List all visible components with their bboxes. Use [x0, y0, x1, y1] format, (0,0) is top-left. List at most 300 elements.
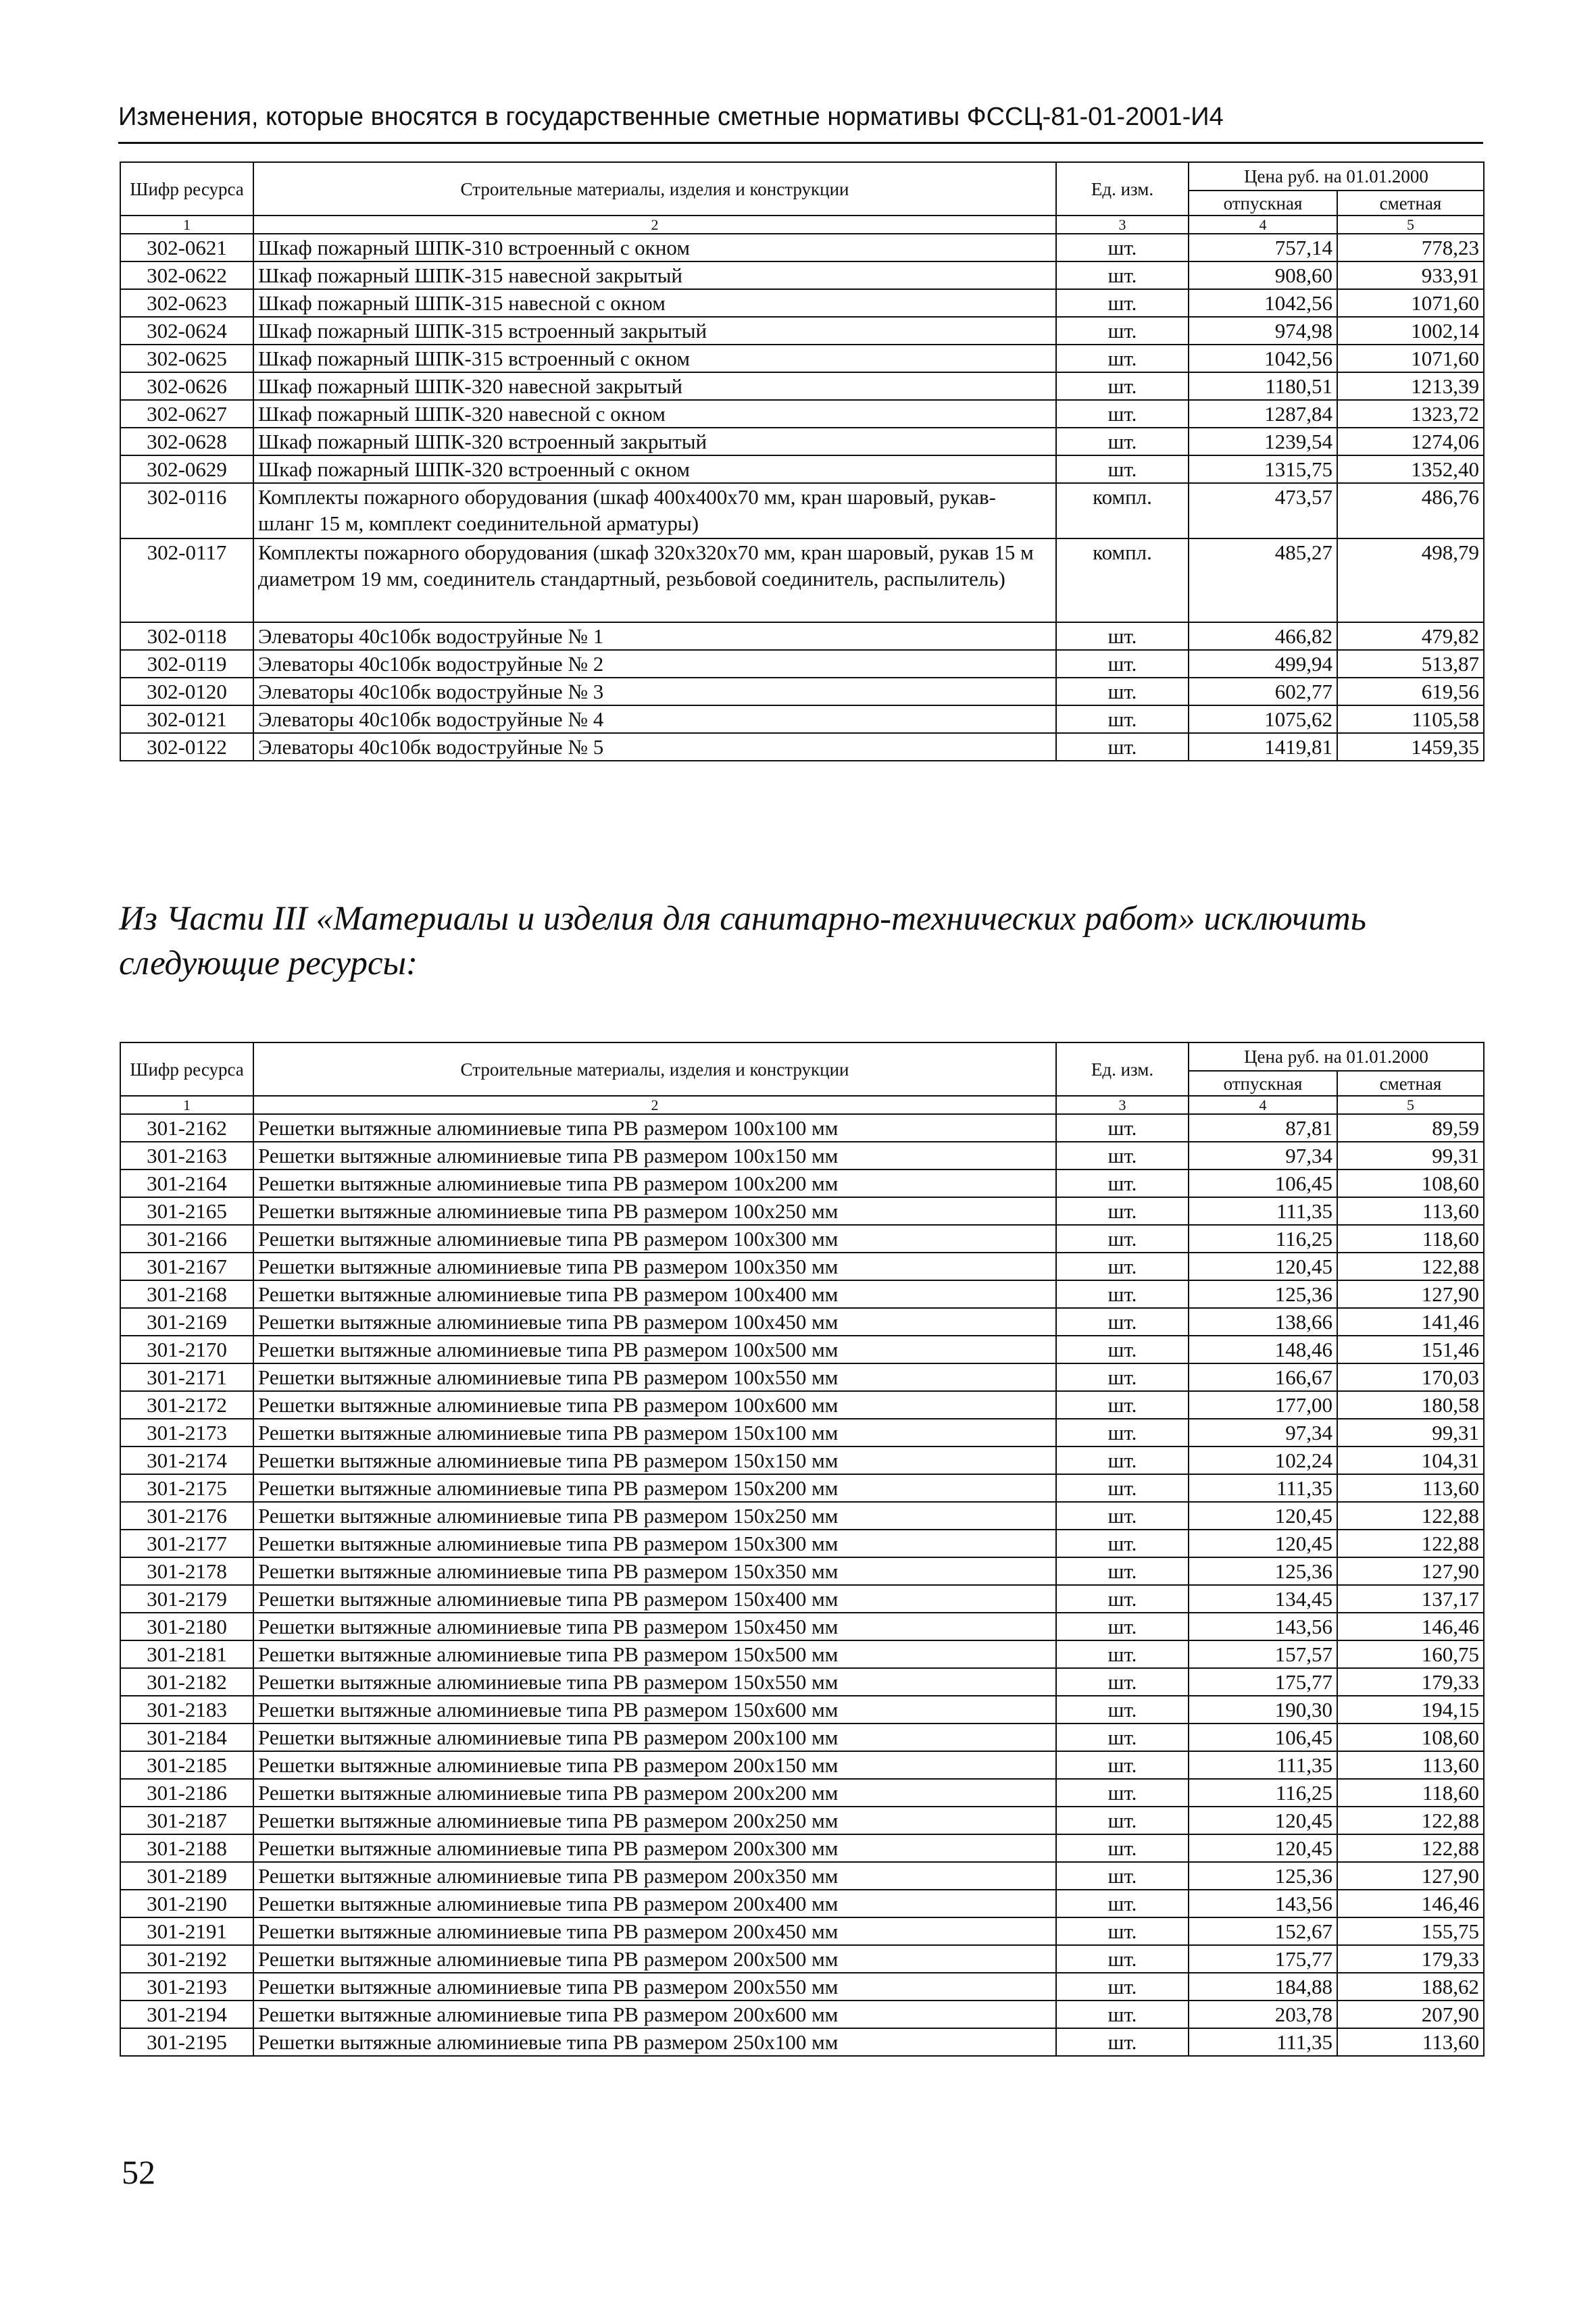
resource-name-cell: Решетки вытяжные алюминиевые типа РВ размером 200x200 мм — [253, 1779, 1056, 1807]
release-price-cell: 157,57 — [1189, 1640, 1337, 1668]
col-header-estimate-price: сметная — [1337, 1071, 1484, 1096]
release-price-cell: 87,81 — [1189, 1114, 1337, 1142]
estimate-price-cell: 513,87 — [1337, 650, 1484, 678]
resource-code-cell: 302-0629 — [120, 455, 253, 483]
table-row — [120, 678, 1484, 705]
estimate-price-cell: 1105,58 — [1337, 705, 1484, 733]
col-header-unit: Ед. изм. — [1056, 162, 1189, 216]
resource-name-cell: Решетки вытяжные алюминиевые типа РВ размером 150x600 мм — [253, 1696, 1056, 1724]
estimate-price-cell: 1071,60 — [1337, 289, 1484, 317]
resource-code-cell: 301-2181 — [120, 1640, 253, 1668]
unit-cell: шт. — [1056, 1557, 1189, 1585]
resources-table-fire-equipment — [120, 161, 1485, 761]
table-row — [120, 1419, 1484, 1447]
unit-cell: шт. — [1056, 1225, 1189, 1253]
table-row — [120, 428, 1484, 455]
table-row — [120, 1945, 1484, 1973]
resource-name-cell: Решетки вытяжные алюминиевые типа РВ размером 200x300 мм — [253, 1834, 1056, 1862]
table-row — [120, 372, 1484, 400]
resource-code-cell: 301-2195 — [120, 2028, 253, 2056]
resource-code-cell: 301-2180 — [120, 1613, 253, 1640]
resource-code-cell: 301-2186 — [120, 1779, 253, 1807]
release-price-cell: 203,78 — [1189, 2001, 1337, 2028]
table-row — [120, 345, 1484, 372]
col-header-release-price: отпускная — [1189, 191, 1337, 216]
unit-cell: шт. — [1056, 2028, 1189, 2056]
table-row — [120, 1114, 1484, 1142]
unit-cell: шт. — [1056, 261, 1189, 289]
resource-name-cell: Решетки вытяжные алюминиевые типа РВ размером 150x250 мм — [253, 1502, 1056, 1530]
resource-code-cell: 301-2165 — [120, 1197, 253, 1225]
table-row — [120, 1169, 1484, 1197]
resource-code-cell: 301-2174 — [120, 1447, 253, 1474]
estimate-price-cell: 1274,06 — [1337, 428, 1484, 455]
resource-code-cell: 301-2176 — [120, 1502, 253, 1530]
unit-cell: шт. — [1056, 234, 1189, 261]
resource-code-cell: 302-0628 — [120, 428, 253, 455]
col-number-2: 2 — [253, 216, 1056, 234]
release-price-cell: 473,57 — [1189, 483, 1337, 538]
resource-code-cell: 301-2193 — [120, 1973, 253, 2001]
col-header-price-group: Цена руб. на 01.01.2000 — [1189, 1042, 1484, 1071]
resource-code-cell: 301-2189 — [120, 1862, 253, 1890]
col-header-code: Шифр ресурса — [120, 1042, 253, 1096]
resource-code-cell: 301-2192 — [120, 1945, 253, 1973]
estimate-price-cell: 1002,14 — [1337, 317, 1484, 345]
table-row — [120, 1336, 1484, 1363]
resource-name-cell: Решетки вытяжные алюминиевые типа РВ размером 150x150 мм — [253, 1447, 1056, 1474]
estimate-price-cell: 1459,35 — [1337, 733, 1484, 761]
table-row — [120, 1917, 1484, 1945]
estimate-price-cell: 180,58 — [1337, 1391, 1484, 1419]
unit-cell: шт. — [1056, 622, 1189, 650]
unit-cell: шт. — [1056, 1834, 1189, 1862]
estimate-price-cell: 160,75 — [1337, 1640, 1484, 1668]
release-price-cell: 111,35 — [1189, 1197, 1337, 1225]
table-row — [120, 1253, 1484, 1280]
estimate-price-cell: 188,62 — [1337, 1973, 1484, 2001]
resource-name-cell: Решетки вытяжные алюминиевые типа РВ размером 100x150 мм — [253, 1142, 1056, 1169]
page-number: 52 — [122, 2153, 155, 2191]
unit-cell: шт. — [1056, 1696, 1189, 1724]
unit-cell: шт. — [1056, 400, 1189, 428]
estimate-price-cell: 122,88 — [1337, 1530, 1484, 1557]
resource-name-cell: Шкаф пожарный ШПК-315 встроенный закрытый — [253, 317, 1056, 345]
release-price-cell: 1075,62 — [1189, 705, 1337, 733]
estimate-price-cell: 104,31 — [1337, 1447, 1484, 1474]
release-price-cell: 97,34 — [1189, 1419, 1337, 1447]
resource-name-cell: Решетки вытяжные алюминиевые типа РВ размером 200x100 мм — [253, 1724, 1056, 1751]
resource-name-cell: Решетки вытяжные алюминиевые типа РВ размером 100x350 мм — [253, 1253, 1056, 1280]
table-row — [120, 1391, 1484, 1419]
release-price-cell: 148,46 — [1189, 1336, 1337, 1363]
release-price-cell: 106,45 — [1189, 1724, 1337, 1751]
unit-cell: шт. — [1056, 1779, 1189, 1807]
release-price-cell: 1042,56 — [1189, 289, 1337, 317]
estimate-price-cell: 113,60 — [1337, 2028, 1484, 2056]
release-price-cell: 111,35 — [1189, 2028, 1337, 2056]
release-price-cell: 102,24 — [1189, 1447, 1337, 1474]
release-price-cell: 1419,81 — [1189, 733, 1337, 761]
resource-code-cell: 301-2187 — [120, 1807, 253, 1834]
resource-code-cell: 301-2171 — [120, 1363, 253, 1391]
resource-code-cell: 302-0119 — [120, 650, 253, 678]
unit-cell: шт. — [1056, 1391, 1189, 1419]
resource-code-cell: 301-2177 — [120, 1530, 253, 1557]
unit-cell: шт. — [1056, 705, 1189, 733]
release-price-cell: 125,36 — [1189, 1557, 1337, 1585]
unit-cell: шт. — [1056, 428, 1189, 455]
release-price-cell: 485,27 — [1189, 538, 1337, 622]
release-price-cell: 175,77 — [1189, 1668, 1337, 1696]
table-row — [120, 483, 1484, 538]
release-price-cell: 184,88 — [1189, 1973, 1337, 2001]
estimate-price-cell: 619,56 — [1337, 678, 1484, 705]
resource-name-cell: Шкаф пожарный ШПК-315 навесной закрытый — [253, 261, 1056, 289]
estimate-price-cell: 479,82 — [1337, 622, 1484, 650]
col-number-3: 3 — [1056, 1096, 1189, 1114]
section-heading: Из Части III «Материалы и изделия для санитарно-технических работ» исключить следующие ресурсы: — [119, 900, 1366, 982]
resource-name-cell: Решетки вытяжные алюминиевые типа РВ размером 100x450 мм — [253, 1308, 1056, 1336]
table-row — [120, 261, 1484, 289]
release-price-cell: 1287,84 — [1189, 400, 1337, 428]
col-header-name: Строительные материалы, изделия и конструкции — [253, 1042, 1056, 1096]
col-number-3: 3 — [1056, 216, 1189, 234]
table-row — [120, 1613, 1484, 1640]
estimate-price-cell: 1213,39 — [1337, 372, 1484, 400]
release-price-cell: 106,45 — [1189, 1169, 1337, 1197]
resource-name-cell: Шкаф пожарный ШПК-320 встроенный закрытый — [253, 428, 1056, 455]
resource-name-cell: Решетки вытяжные алюминиевые типа РВ размером 150x200 мм — [253, 1474, 1056, 1502]
estimate-price-cell: 118,60 — [1337, 1779, 1484, 1807]
estimate-price-cell: 778,23 — [1337, 234, 1484, 261]
resource-code-cell: 301-2188 — [120, 1834, 253, 1862]
unit-cell: шт. — [1056, 678, 1189, 705]
resource-code-cell: 301-2166 — [120, 1225, 253, 1253]
estimate-price-cell: 141,46 — [1337, 1308, 1484, 1336]
table-row — [120, 1862, 1484, 1890]
unit-cell: шт. — [1056, 1447, 1189, 1474]
release-price-cell: 175,77 — [1189, 1945, 1337, 1973]
estimate-price-cell: 127,90 — [1337, 1862, 1484, 1890]
table-row — [120, 1668, 1484, 1696]
table-row — [120, 1225, 1484, 1253]
col-number-4: 4 — [1189, 216, 1337, 234]
unit-cell: шт. — [1056, 1724, 1189, 1751]
resource-name-cell: Решетки вытяжные алюминиевые типа РВ размером 200x250 мм — [253, 1807, 1056, 1834]
resource-name-cell: Элеваторы 40с10бк водоструйные № 3 — [253, 678, 1056, 705]
resource-code-cell: 301-2185 — [120, 1751, 253, 1779]
resource-code-cell: 301-2162 — [120, 1114, 253, 1142]
unit-cell: шт. — [1056, 1253, 1189, 1280]
release-price-cell: 111,35 — [1189, 1474, 1337, 1502]
table-row — [120, 2028, 1484, 2056]
release-price-cell: 974,98 — [1189, 317, 1337, 345]
release-price-cell: 466,82 — [1189, 622, 1337, 650]
table-row — [120, 1197, 1484, 1225]
unit-cell: шт. — [1056, 733, 1189, 761]
release-price-cell: 1042,56 — [1189, 345, 1337, 372]
resource-name-cell: Решетки вытяжные алюминиевые типа РВ размером 100x300 мм — [253, 1225, 1056, 1253]
estimate-price-cell: 179,33 — [1337, 1945, 1484, 1973]
unit-cell: шт. — [1056, 1807, 1189, 1834]
estimate-price-cell: 155,75 — [1337, 1917, 1484, 1945]
resource-name-cell: Решетки вытяжные алюминиевые типа РВ размером 100x550 мм — [253, 1363, 1056, 1391]
resource-name-cell: Решетки вытяжные алюминиевые типа РВ размером 150x300 мм — [253, 1530, 1056, 1557]
estimate-price-cell: 486,76 — [1337, 483, 1484, 538]
estimate-price-cell: 122,88 — [1337, 1502, 1484, 1530]
resource-name-cell: Комплекты пожарного оборудования (шкаф 400х400х70 мм, кран шаровый, рукав-шланг 15 м, комплект соединительной арматуры) — [253, 483, 1056, 538]
table-row — [120, 1447, 1484, 1474]
col-number-2: 2 — [253, 1096, 1056, 1114]
unit-cell: шт. — [1056, 1142, 1189, 1169]
resource-name-cell: Решетки вытяжные алюминиевые типа РВ размером 100x250 мм — [253, 1197, 1056, 1225]
release-price-cell: 143,56 — [1189, 1890, 1337, 1917]
col-number-1: 1 — [120, 216, 253, 234]
unit-cell: шт. — [1056, 650, 1189, 678]
col-number-5: 5 — [1337, 1096, 1484, 1114]
release-price-cell: 120,45 — [1189, 1807, 1337, 1834]
unit-cell: шт. — [1056, 345, 1189, 372]
unit-cell: шт. — [1056, 1419, 1189, 1447]
release-price-cell: 166,67 — [1189, 1363, 1337, 1391]
resource-name-cell: Элеваторы 40с10бк водоструйные № 1 — [253, 622, 1056, 650]
resource-code-cell: 301-2169 — [120, 1308, 253, 1336]
resource-name-cell: Решетки вытяжные алюминиевые типа РВ размером 200x150 мм — [253, 1751, 1056, 1779]
unit-cell: шт. — [1056, 1114, 1189, 1142]
resource-name-cell: Решетки вытяжные алюминиевые типа РВ размером 150x350 мм — [253, 1557, 1056, 1585]
table-row — [120, 2001, 1484, 2028]
col-header-price-group: Цена руб. на 01.01.2000 — [1189, 162, 1484, 191]
estimate-price-cell: 1323,72 — [1337, 400, 1484, 428]
table-row — [120, 1280, 1484, 1308]
unit-cell: шт. — [1056, 1169, 1189, 1197]
table-row — [120, 1585, 1484, 1613]
unit-cell: шт. — [1056, 1862, 1189, 1890]
resource-code-cell: 302-0623 — [120, 289, 253, 317]
estimate-price-cell: 137,17 — [1337, 1585, 1484, 1613]
unit-cell: шт. — [1056, 1945, 1189, 1973]
resource-name-cell: Элеваторы 40с10бк водоструйные № 4 — [253, 705, 1056, 733]
unit-cell: шт. — [1056, 1363, 1189, 1391]
resource-code-cell: 302-0627 — [120, 400, 253, 428]
col-header-name: Строительные материалы, изделия и конструкции — [253, 162, 1056, 216]
unit-cell: шт. — [1056, 2001, 1189, 2028]
release-price-cell: 97,34 — [1189, 1142, 1337, 1169]
table-row — [120, 1973, 1484, 2001]
resource-name-cell: Элеваторы 40с10бк водоструйные № 5 — [253, 733, 1056, 761]
resource-code-cell: 301-2163 — [120, 1142, 253, 1169]
estimate-price-cell: 146,46 — [1337, 1890, 1484, 1917]
unit-cell: шт. — [1056, 372, 1189, 400]
estimate-price-cell: 122,88 — [1337, 1253, 1484, 1280]
unit-cell: шт. — [1056, 1973, 1189, 2001]
resource-code-cell: 301-2167 — [120, 1253, 253, 1280]
resource-code-cell: 302-0116 — [120, 483, 253, 538]
release-price-cell: 1239,54 — [1189, 428, 1337, 455]
unit-cell: шт. — [1056, 1917, 1189, 1945]
estimate-price-cell: 122,88 — [1337, 1834, 1484, 1862]
estimate-price-cell: 122,88 — [1337, 1807, 1484, 1834]
resource-name-cell: Решетки вытяжные алюминиевые типа РВ размером 100x600 мм — [253, 1391, 1056, 1419]
table-row — [120, 650, 1484, 678]
table-row — [120, 455, 1484, 483]
table-row — [120, 705, 1484, 733]
release-price-cell: 143,56 — [1189, 1613, 1337, 1640]
table-row — [120, 1142, 1484, 1169]
table-row — [120, 289, 1484, 317]
estimate-price-cell: 151,46 — [1337, 1336, 1484, 1363]
table-row — [120, 1751, 1484, 1779]
table-row — [120, 234, 1484, 261]
resource-code-cell: 302-0120 — [120, 678, 253, 705]
unit-cell: шт. — [1056, 1668, 1189, 1696]
table-row — [120, 733, 1484, 761]
release-price-cell: 120,45 — [1189, 1253, 1337, 1280]
resource-code-cell: 301-2182 — [120, 1668, 253, 1696]
estimate-price-cell: 127,90 — [1337, 1557, 1484, 1585]
col-header-estimate-price: сметная — [1337, 191, 1484, 216]
page-header — [118, 100, 1483, 144]
release-price-cell: 120,45 — [1189, 1834, 1337, 1862]
col-header-release-price: отпускная — [1189, 1071, 1337, 1096]
table-row — [120, 1530, 1484, 1557]
release-price-cell: 177,00 — [1189, 1391, 1337, 1419]
estimate-price-cell: 170,03 — [1337, 1363, 1484, 1391]
resource-name-cell: Решетки вытяжные алюминиевые типа РВ размером 150x100 мм — [253, 1419, 1056, 1447]
estimate-price-cell: 108,60 — [1337, 1169, 1484, 1197]
table-row — [120, 1557, 1484, 1585]
table-row — [120, 1502, 1484, 1530]
table-row — [120, 317, 1484, 345]
resource-code-cell: 301-2170 — [120, 1336, 253, 1363]
resource-name-cell: Шкаф пожарный ШПК-320 навесной с окном — [253, 400, 1056, 428]
resource-code-cell: 301-2184 — [120, 1724, 253, 1751]
resource-name-cell: Решетки вытяжные алюминиевые типа РВ размером 200x400 мм — [253, 1890, 1056, 1917]
estimate-price-cell: 118,60 — [1337, 1225, 1484, 1253]
resource-name-cell: Решетки вытяжные алюминиевые типа РВ размером 100x200 мм — [253, 1169, 1056, 1197]
table-row — [120, 1724, 1484, 1751]
resource-name-cell: Решетки вытяжные алюминиевые типа РВ размером 150x500 мм — [253, 1640, 1056, 1668]
unit-cell: шт. — [1056, 1890, 1189, 1917]
unit-cell: компл. — [1056, 538, 1189, 622]
resource-code-cell: 301-2179 — [120, 1585, 253, 1613]
table-row — [120, 538, 1484, 622]
unit-cell: шт. — [1056, 1530, 1189, 1557]
release-price-cell: 134,45 — [1189, 1585, 1337, 1613]
table-row — [120, 1640, 1484, 1668]
resource-code-cell: 302-0626 — [120, 372, 253, 400]
unit-cell: шт. — [1056, 1502, 1189, 1530]
resource-code-cell: 302-0622 — [120, 261, 253, 289]
unit-cell: шт. — [1056, 1197, 1189, 1225]
estimate-price-cell: 108,60 — [1337, 1724, 1484, 1751]
resource-code-cell: 301-2183 — [120, 1696, 253, 1724]
release-price-cell: 125,36 — [1189, 1862, 1337, 1890]
release-price-cell: 111,35 — [1189, 1751, 1337, 1779]
resource-name-cell: Решетки вытяжные алюминиевые типа РВ размером 100x400 мм — [253, 1280, 1056, 1308]
resource-code-cell: 301-2175 — [120, 1474, 253, 1502]
resource-name-cell: Решетки вытяжные алюминиевые типа РВ размером 200x600 мм — [253, 2001, 1056, 2028]
estimate-price-cell: 99,31 — [1337, 1419, 1484, 1447]
resource-name-cell: Решетки вытяжные алюминиевые типа РВ размером 150x450 мм — [253, 1613, 1056, 1640]
estimate-price-cell: 933,91 — [1337, 261, 1484, 289]
estimate-price-cell: 99,31 — [1337, 1142, 1484, 1169]
resource-code-cell: 302-0625 — [120, 345, 253, 372]
estimate-price-cell: 127,90 — [1337, 1280, 1484, 1308]
resource-name-cell: Элеваторы 40с10бк водоструйные № 2 — [253, 650, 1056, 678]
release-price-cell: 125,36 — [1189, 1280, 1337, 1308]
unit-cell: шт. — [1056, 289, 1189, 317]
unit-cell: компл. — [1056, 483, 1189, 538]
table-row — [120, 400, 1484, 428]
estimate-price-cell: 1352,40 — [1337, 455, 1484, 483]
resource-name-cell: Шкаф пожарный ШПК-320 навесной закрытый — [253, 372, 1056, 400]
release-price-cell: 138,66 — [1189, 1308, 1337, 1336]
release-price-cell: 1180,51 — [1189, 372, 1337, 400]
resource-name-cell: Решетки вытяжные алюминиевые типа РВ размером 200x500 мм — [253, 1945, 1056, 1973]
resource-code-cell: 301-2164 — [120, 1169, 253, 1197]
table-row — [120, 1363, 1484, 1391]
col-header-code: Шифр ресурса — [120, 162, 253, 216]
resource-name-cell: Комплекты пожарного оборудования (шкаф 320х320х70 мм, кран шаровый, рукав 15 м диаметром 19 мм, соединитель стандартный, резьбовой соединитель, распылитель) — [253, 538, 1056, 622]
release-price-cell: 757,14 — [1189, 234, 1337, 261]
table-row — [120, 1890, 1484, 1917]
estimate-price-cell: 113,60 — [1337, 1197, 1484, 1225]
table-row — [120, 1834, 1484, 1862]
release-price-cell: 116,25 — [1189, 1225, 1337, 1253]
unit-cell: шт. — [1056, 1280, 1189, 1308]
release-price-cell: 120,45 — [1189, 1502, 1337, 1530]
table-row — [120, 1779, 1484, 1807]
release-price-cell: 120,45 — [1189, 1530, 1337, 1557]
resource-code-cell: 302-0118 — [120, 622, 253, 650]
release-price-cell: 152,67 — [1189, 1917, 1337, 1945]
resources-table-ventilation-grilles — [120, 1042, 1485, 2057]
resource-code-cell: 301-2173 — [120, 1419, 253, 1447]
estimate-price-cell: 194,15 — [1337, 1696, 1484, 1724]
estimate-price-cell: 498,79 — [1337, 538, 1484, 622]
resource-name-cell: Решетки вытяжные алюминиевые типа РВ размером 250x100 мм — [253, 2028, 1056, 2056]
unit-cell: шт. — [1056, 1640, 1189, 1668]
resource-code-cell: 302-0624 — [120, 317, 253, 345]
estimate-price-cell: 179,33 — [1337, 1668, 1484, 1696]
table-row — [120, 622, 1484, 650]
unit-cell: шт. — [1056, 1336, 1189, 1363]
resource-code-cell: 301-2194 — [120, 2001, 253, 2028]
release-price-cell: 908,60 — [1189, 261, 1337, 289]
resource-name-cell: Решетки вытяжные алюминиевые типа РВ размером 100x100 мм — [253, 1114, 1056, 1142]
estimate-price-cell: 146,46 — [1337, 1613, 1484, 1640]
resource-name-cell: Решетки вытяжные алюминиевые типа РВ размером 200x550 мм — [253, 1973, 1056, 2001]
resource-code-cell: 301-2172 — [120, 1391, 253, 1419]
col-header-unit: Ед. изм. — [1056, 1042, 1189, 1096]
estimate-price-cell: 207,90 — [1337, 2001, 1484, 2028]
resource-code-cell: 302-0117 — [120, 538, 253, 622]
unit-cell: шт. — [1056, 1613, 1189, 1640]
resource-name-cell: Решетки вытяжные алюминиевые типа РВ размером 100x500 мм — [253, 1336, 1056, 1363]
table-row — [120, 1474, 1484, 1502]
estimate-price-cell: 1071,60 — [1337, 345, 1484, 372]
resource-code-cell: 302-0121 — [120, 705, 253, 733]
table-row — [120, 1308, 1484, 1336]
col-number-4: 4 — [1189, 1096, 1337, 1114]
resource-name-cell: Решетки вытяжные алюминиевые типа РВ размером 150x400 мм — [253, 1585, 1056, 1613]
document-title: Изменения, которые вносятся в государственные сметные нормативы ФССЦ-81-01-2001-И4 — [118, 103, 1224, 131]
release-price-cell: 116,25 — [1189, 1779, 1337, 1807]
resource-name-cell: Решетки вытяжные алюминиевые типа РВ размером 200x450 мм — [253, 1917, 1056, 1945]
col-number-1: 1 — [120, 1096, 253, 1114]
